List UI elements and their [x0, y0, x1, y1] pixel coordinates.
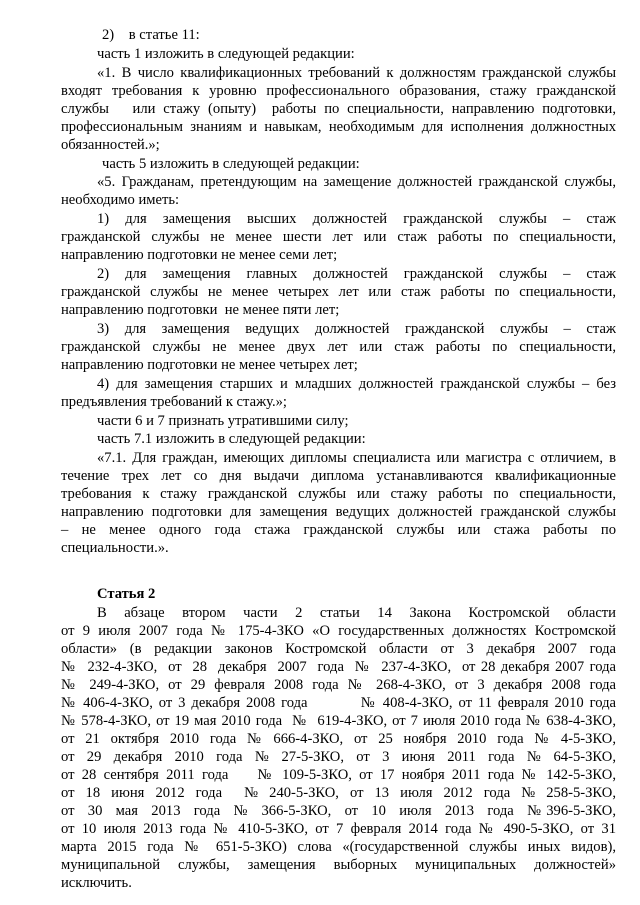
article2-line: № 578-4-ЗКО, от 19 мая 2010 года № 619-4-ЗКО, от 7 июля 2010 года № 638-4-ЗКО,	[61, 713, 616, 729]
article2-line: муниципальной службы, замещения выборных муниципальных должностей»	[61, 857, 616, 873]
article2-line: от 30 мая 2013 года № 366-5-ЗКО, от 10 июля 2013 года № 396-5-ЗКО,	[61, 803, 616, 819]
part1-line: профессиональным знаниям и навыкам, необходимым для исполнения должностных	[61, 119, 616, 135]
article2-line: от 21 октября 2010 года № 666-4-ЗКО, от 25 ноября 2010 года № 4-5-ЗКО,	[61, 731, 616, 747]
part71-line: требования к стажу гражданской службы или стажу работы по специальности,	[61, 486, 616, 502]
part1-line: обязанностей.»;	[61, 137, 160, 153]
part71-line: – не менее одного года стажа гражданской службы или стажа работы по	[61, 522, 616, 538]
article2-line: № 232-4-ЗКО, от 28 декабря 2007 года № 237-4-ЗКО, от 28 декабря 2007 года	[61, 659, 616, 675]
part5-intro: часть 5 изложить в следующей редакции:	[102, 156, 360, 172]
article2-line: от 29 декабря 2010 года № 27-5-ЗКО, от 3 июня 2011 года № 64-5-ЗКО,	[61, 749, 616, 765]
article2-line: В абзаце втором части 2 статьи 14 Закона Костромской области	[97, 605, 616, 621]
part71-line: «7.1. Для граждан, имеющих дипломы специалиста или магистра с отличием, в	[97, 450, 616, 466]
part5-item-line: гражданской службы не менее четырех лет или стаж работы по специальности,	[61, 284, 616, 300]
part5-item-line: 3) для замещения ведущих должностей гражданской службы – стаж	[97, 321, 616, 337]
article2-line: № 406-4-ЗКО, от 3 декабря 2008 года № 408-4-ЗКО, от 11 февраля 2010 года	[61, 695, 616, 711]
part5-item-line: 1) для замещения высших должностей гражданской службы – стаж	[97, 211, 616, 227]
part5-item-line: гражданской службы не менее шести лет или стаж работы по специальности,	[61, 229, 616, 245]
article2-line: исключить.	[61, 875, 132, 891]
part1-line: службы или стажу (опыту) работы по специальности, направлению подготовки,	[61, 101, 616, 117]
article2-line: от 18 июня 2012 года № 240-5-ЗКО, от 13 июля 2012 года № 258-5-ЗКО,	[61, 785, 616, 801]
part1-line: «1. В число квалификационных требований к должностям гражданской службы	[97, 65, 616, 81]
part5-lead-line: необходимо иметь:	[61, 192, 180, 208]
parts-6-7-repeal: части 6 и 7 признать утратившими силу;	[97, 413, 349, 429]
part1-intro: часть 1 изложить в следующей редакции:	[97, 46, 355, 62]
part1-line: входят требования к уровню профессионального образования, стажу гражданской	[61, 83, 616, 99]
part5-lead-line: «5. Гражданам, претендующим на замещение должностей гражданской службы,	[97, 174, 616, 190]
part71-line: течение трех лет со дня выдачи диплома устанавливаются квалификационные	[61, 468, 616, 484]
article2-line: от 28 сентября 2011 года № 109-5-ЗКО, от 17 ноября 2011 года № 142-5-ЗКО,	[61, 767, 616, 783]
item-2-header: 2) в статье 11:	[102, 27, 200, 43]
part5-item-line: 4) для замещения старших и младших должностей гражданской службы – без	[97, 376, 616, 392]
article2-line: области» (в редакции законов Костромской области от 3 декабря 2007 года	[61, 641, 616, 657]
part5-item-line: направлению подготовки не менее четырех лет;	[61, 357, 358, 373]
part5-item-line: направлению подготовки не менее пяти лет;	[61, 302, 340, 318]
part5-item-line: 2) для замещения главных должностей гражданской службы – стаж	[97, 266, 616, 282]
part5-item-line: предъявления требований к стажу.»;	[61, 394, 287, 410]
article2-line: от 10 июля 2013 года № 410-5-ЗКО, от 7 февраля 2014 года № 490-5-ЗКО, от 31	[61, 821, 616, 837]
part5-item-line: направлению подготовки не менее семи лет;	[61, 247, 338, 263]
article2-line: № 249-4-ЗКО, от 29 февраля 2008 года № 268-4-ЗКО, от 3 декабря 2008 года	[61, 677, 616, 693]
part5-item-line: гражданской службы не менее двух лет или стаж работы по специальности,	[61, 339, 616, 355]
part71-line: специальности.».	[61, 540, 169, 556]
article-2-title: Статья 2	[97, 586, 156, 602]
part71-line: направлению подготовки для замещения ведущих должностей гражданской службы	[61, 504, 616, 520]
article2-line: марта 2015 года № 651-5-ЗКО) слова «(государственной службы иных видов),	[61, 839, 616, 855]
part71-intro: часть 7.1 изложить в следующей редакции:	[97, 431, 366, 447]
article2-line: от 9 июля 2007 года № 175-4-ЗКО «О государственных должностях Костромской	[61, 623, 616, 639]
